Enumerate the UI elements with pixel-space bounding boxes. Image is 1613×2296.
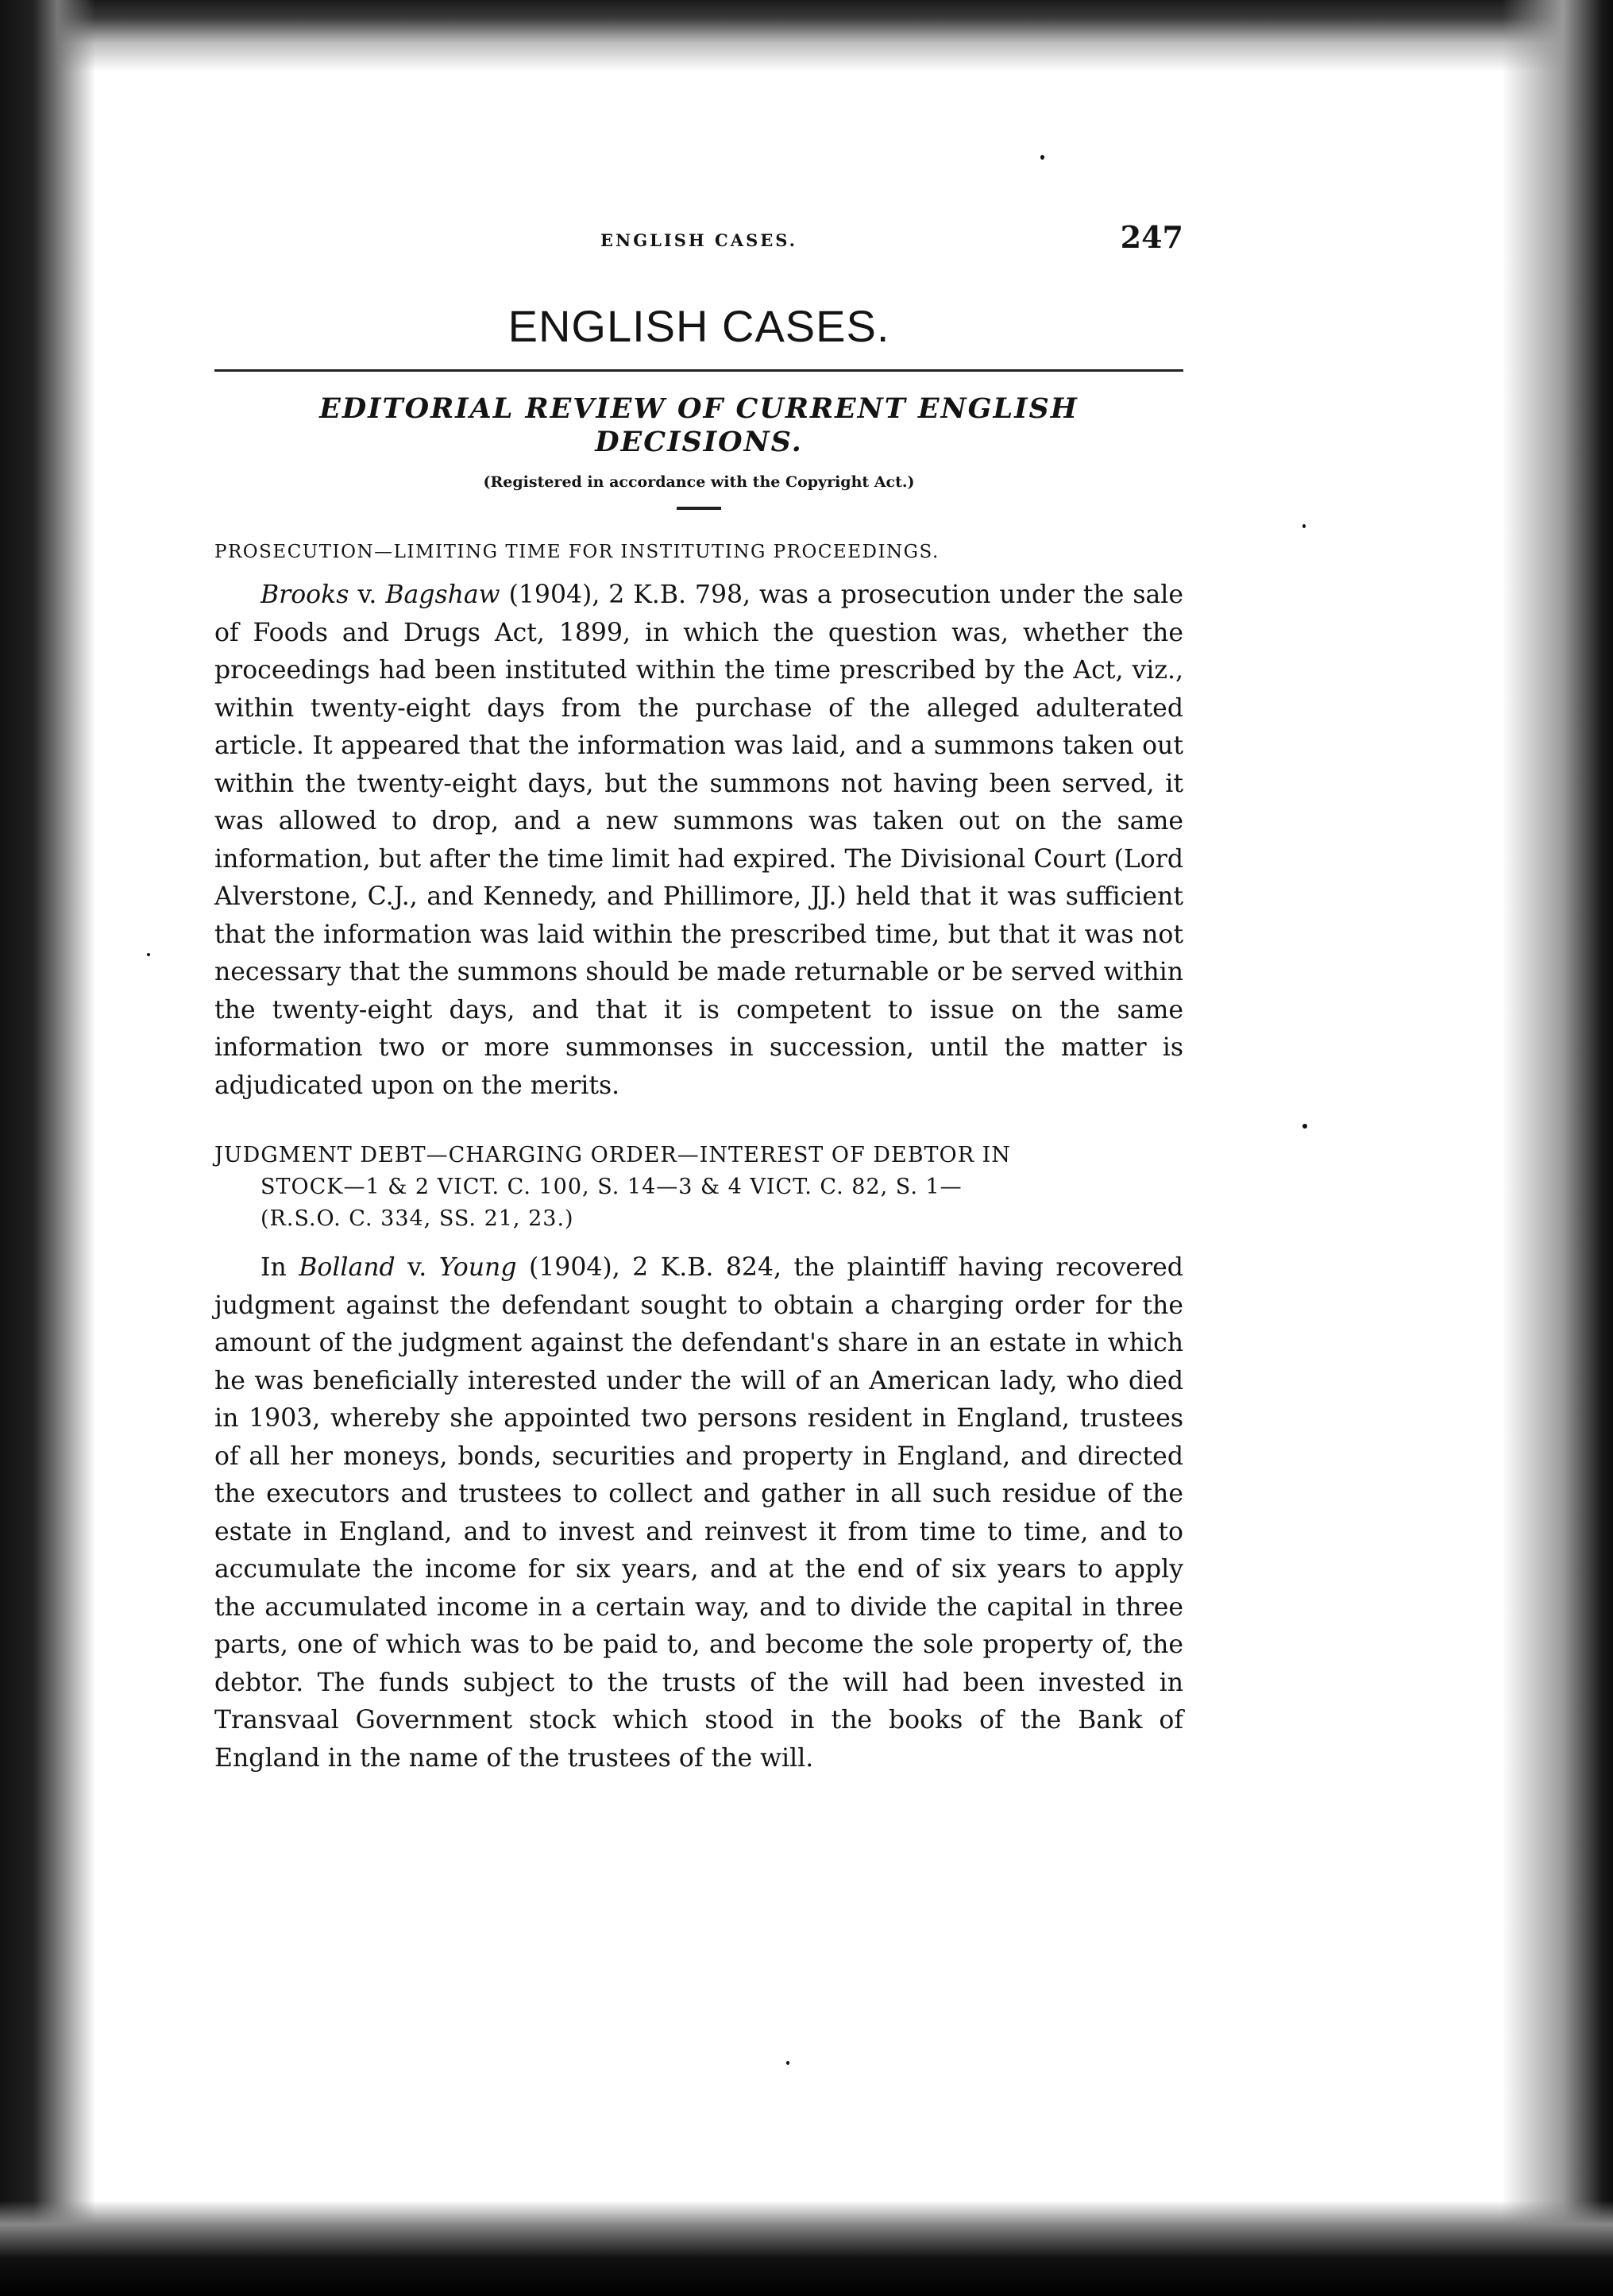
- subtitle: EDITORIAL REVIEW OF CURRENT ENGLISH DECISIONS.: [319, 392, 1079, 458]
- scan-speckle: [147, 953, 150, 956]
- case-name: Young: [438, 1253, 517, 1282]
- running-title: ENGLISH CASES.: [600, 230, 797, 250]
- paragraph-intro: In: [260, 1253, 299, 1282]
- case-name: Brooks: [260, 581, 349, 609]
- case-paragraph-brooks: [214, 577, 1183, 1105]
- paragraph-text: (1904), 2 K.B. 824, the plaintiff having recovered judgment against the defendant sought to obtain a charging order for the amount of the judgment against the defendant's share in an estate in which he was beneficially interested under the will of an American lady, who died in 1903, whereby she appointed two persons resident in England, trustees of all her moneys, bonds, securities and property in England, and directed the executors and trustees to collect and gather in all such residue of the estate in England, and to invest and reinvest it from time to time, and to accumulate the income for six years, and at the end of six years to apply the accumulated income in a certain way, and to divide the capital in three parts, one of which was to be paid to, and become the sole property of, the debtor. The funds subject to the trusts of the will had been invested in Transvaal Government stock which stood in the books of the Bank of England in the name of the trustees of the will.: [214, 1253, 1183, 1773]
- scan-speckle: [1040, 155, 1044, 160]
- versus: v.: [395, 1253, 439, 1282]
- scan-edge-left: [0, 0, 95, 2296]
- scan-edge-bottom: [0, 2201, 1613, 2296]
- copyright-note: (Registered in accordance with the Copyright Act.): [483, 473, 915, 491]
- page-number: 247: [1120, 219, 1183, 255]
- case-name: Bolland: [299, 1253, 396, 1282]
- heading-line: (R.S.O. C. 334, SS. 21, 23.): [260, 1206, 574, 1231]
- running-head: [214, 214, 1183, 262]
- section-heading-judgment: [214, 1140, 1183, 1235]
- document-page: [214, 214, 1183, 1777]
- case-name: Bagshaw: [385, 581, 500, 609]
- title-rule: [214, 369, 1183, 372]
- scan-speckle: [1302, 1124, 1307, 1129]
- scan-edge-top: [0, 0, 1613, 71]
- versus: v.: [349, 581, 386, 609]
- section-heading-prosecution: PROSECUTION—LIMITING TIME FOR INSTITUTING PROCEEDINGS.: [214, 542, 940, 562]
- page-title: ENGLISH CASES.: [507, 301, 890, 351]
- divider: [677, 507, 721, 510]
- scan-speckle: [1302, 524, 1306, 528]
- case-paragraph-bolland: [214, 1249, 1183, 1777]
- scan-edge-right: [1502, 0, 1613, 2296]
- scan-speckle: [786, 2061, 789, 2065]
- heading-line: STOCK—1 & 2 VICT. C. 100, S. 14—3 & 4 VICT. C. 82, S. 1—: [260, 1175, 963, 1199]
- paragraph-text: (1904), 2 K.B. 798, was a prosecution under the sale of Foods and Drugs Act, 1899, in which the question was, whether the proceedings had been instituted within the time prescribed by the Act, viz., within twenty-eight days from the purchase of the alleged adulterated article. It appeared that the information was laid, and a summons taken out within the twenty-eight days, but the summons not having been served, it was allowed to drop, and a new summons was taken out on the same information, but after the time limit had expired. The Divisional Court (Lord Alverstone, C.J., and Kennedy, and Phillimore, JJ.) held that it was sufficient that the information was laid within the prescribed time, but that it was not necessary that the summons should be made returnable or be served within the twenty-eight days, and that it is competent to issue on the same information two or more summonses in succession, until the matter is adjudicated upon on the merits.: [214, 581, 1183, 1100]
- heading-line: JUDGMENT DEBT—CHARGING ORDER—INTEREST OF DEBTOR IN: [214, 1143, 1011, 1167]
